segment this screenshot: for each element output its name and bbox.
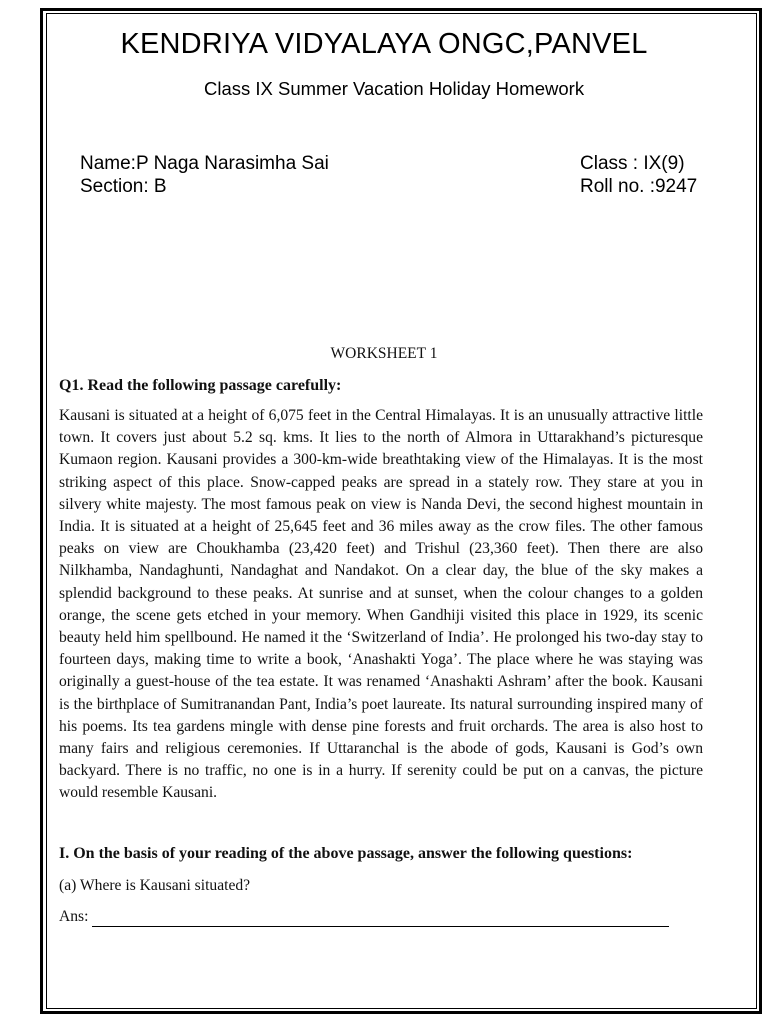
student-name: Name:P Naga Narasimha Sai (80, 153, 329, 174)
answer-line (92, 926, 669, 927)
student-class: Class : IX(9) (580, 153, 685, 174)
question-a: (a) Where is Kausani situated? (59, 877, 251, 894)
question-1-heading: Q1. Read the following passage carefully: (59, 377, 342, 394)
reading-passage: Kausani is situated at a height of 6,075 feet in the Central Himalayas. It is an unusually attractive little town. It covers just about 5.2 sq. kms. It lies to the north of Almora in Uttarakhand’s picturesque Kumaon region. Kausani provides a 300-km-wide breathtaking view of the Himalayas. It is the most striking aspect of this place. Snow-capped peaks are spread in a stately row. They stare at you in silvery white majesty. The most famous peak on view is Nanda Devi, the second highest mountain in India. It is situated at a height of 25,645 feet and 36 miles away as the crow files. The other famous peaks on view are Choukhamba (23,420 feet) and Trishul (23,360 feet). Then there are also Nilkhamba, Nandaghunti, Nandaghat and Nandakot. On a clear day, the blue of the sky makes a splendid background to these peaks. At sunrise and at sunset, when the colour changes to a golden orange, the scene gets etched in your memory. When Gandhiji visited this place in 1929, its scenic beauty held him spellbound. He named it the ‘Switzerland of India’. He prolonged his two-day stay to fourteen days, making time to write a book, ‘Anashakti Yoga’. The place where he was staying was originally a guest-house of the tea estate. It was renamed ‘Anashakti Ashram’ after the book. Kausani is the birthplace of Sumitranandan Pant, India’s poet laureate. Its natural surrounding inspired many of his poems. Its tea gardens mingle with dense pine forests and fruit orchards. The area is also host to many fairs and religious ceremonies. If Uttaranchal is the abode of gods, Kausani is God’s own backyard. There is no traffic, no one is in a hurry. If serenity could be put on a canvas, the picture would resemble Kausani. (59, 407, 703, 802)
answer-label: Ans: (59, 908, 89, 925)
student-section: Section: B (80, 176, 167, 197)
homework-subtitle: Class IX Summer Vacation Holiday Homework (204, 78, 585, 99)
worksheet-title: WORKSHEET 1 (330, 345, 438, 362)
section-I-heading: I. On the basis of your reading of the above passage, answer the following questions: (59, 845, 633, 862)
student-roll-number: Roll no. :9247 (580, 176, 698, 197)
school-title: KENDRIYA VIDYALAYA ONGC,PANVEL (120, 28, 648, 60)
